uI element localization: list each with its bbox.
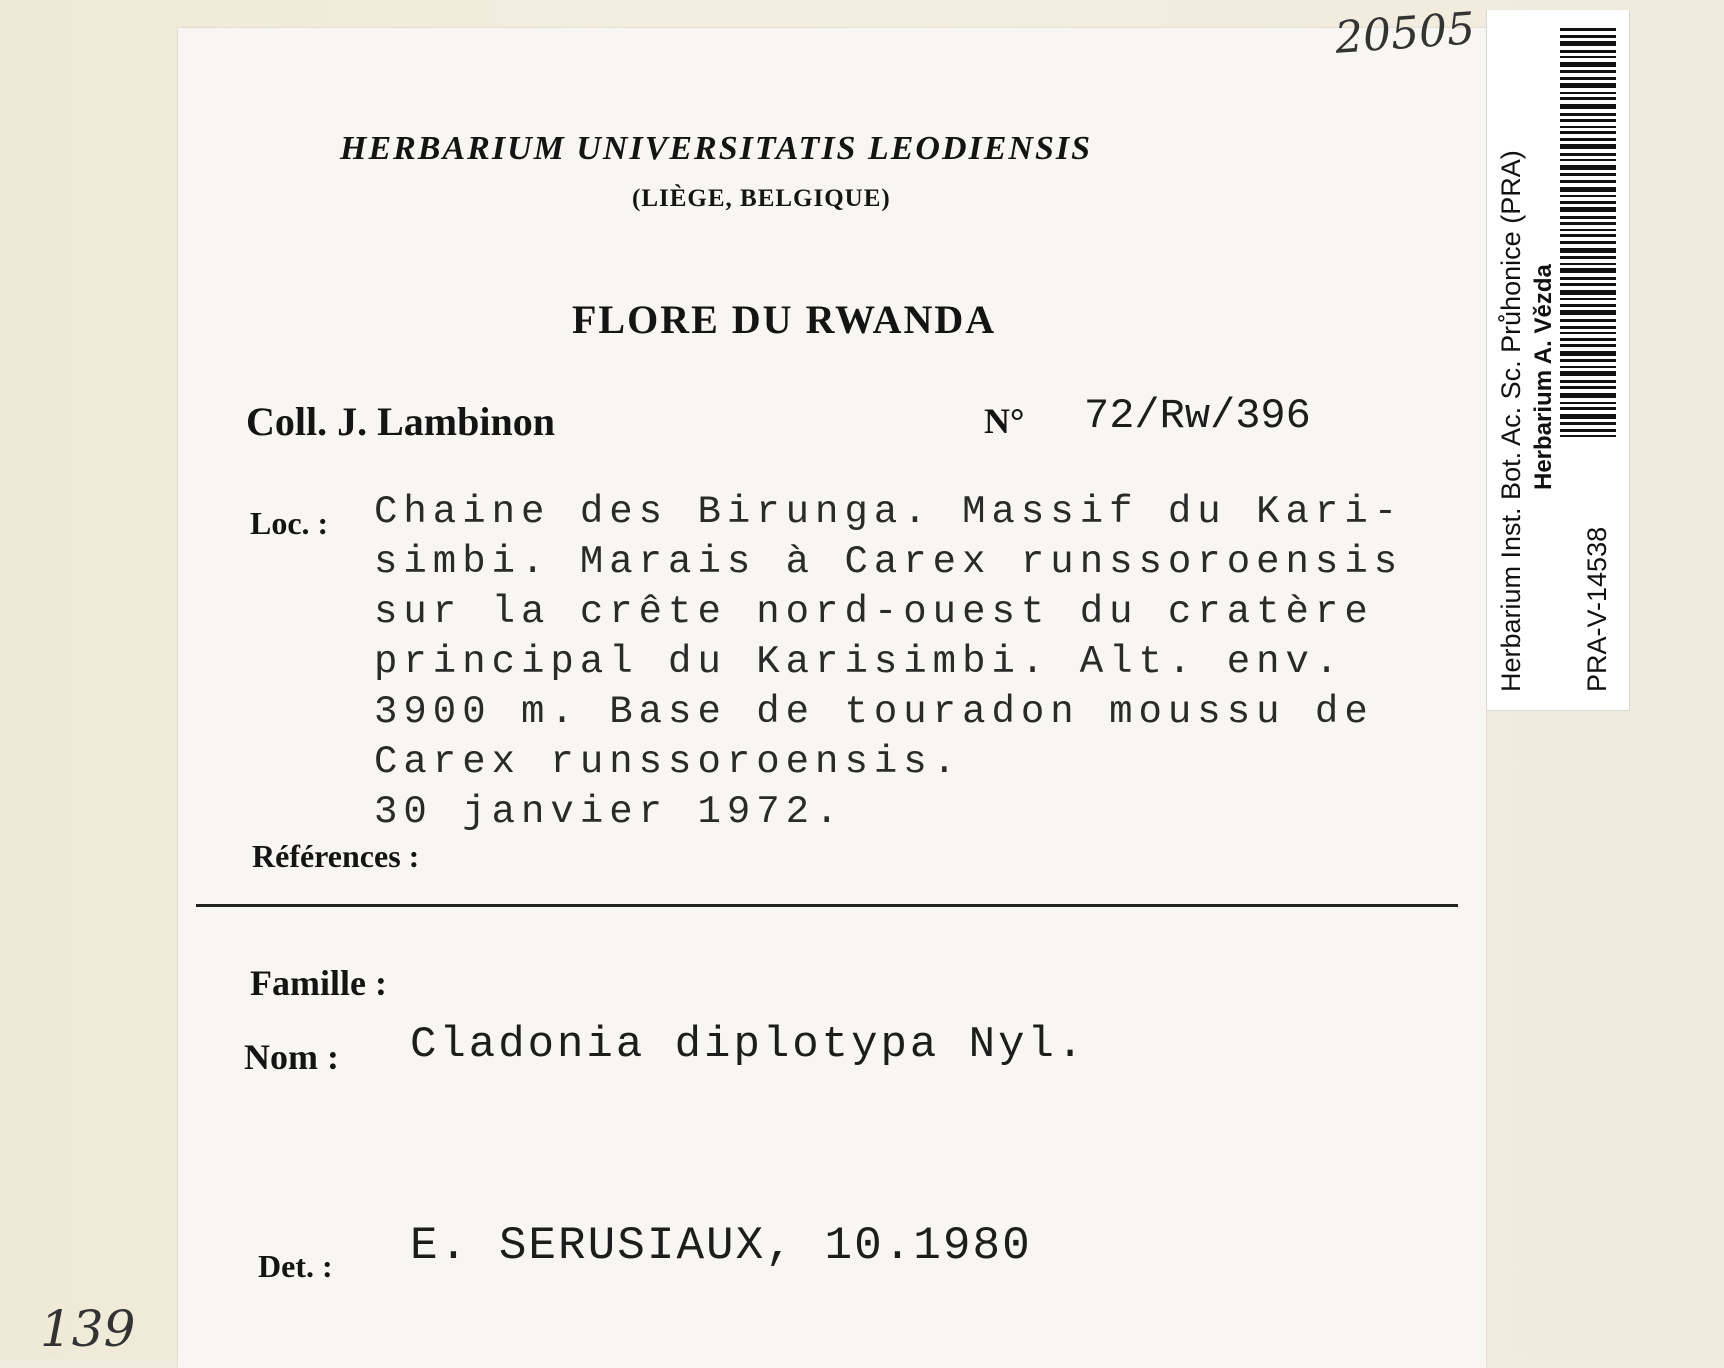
references-label: Références :	[252, 838, 420, 874]
barcode-id: PRA-V-14538	[1582, 526, 1612, 692]
determiner-value: E. SERUSIAUX, 10.1980	[410, 1220, 1032, 1272]
locality-label: Loc. :	[250, 505, 329, 541]
locality-line: Carex runssoroensis.	[374, 740, 963, 784]
collection-name: Herbarium A. Vězda	[1530, 264, 1557, 490]
det-label: Det. :	[258, 1248, 333, 1284]
locality-line: principal du Karisimbi. Alt. env.	[374, 640, 1345, 684]
barcode	[1560, 28, 1616, 438]
flora-title: FLORE DU RWANDA	[572, 297, 997, 342]
locality-line: Chaine des Birunga. Massif du Kari-	[374, 490, 1404, 534]
collector-field: Coll. J. Lambinon	[246, 399, 555, 444]
number-label: N°	[984, 401, 1025, 441]
divider-rule	[196, 904, 1458, 907]
handwritten-bottom-number: 139	[40, 1300, 136, 1358]
institution-title: HERBARIUM UNIVERSITATIS LEODIENSIS	[340, 130, 1093, 167]
species-name: Cladonia diplotypa Nyl.	[410, 1020, 1087, 1070]
institute-name: Herbarium Inst. Bot. Ac. Sc. Průhonice (PRA)	[1496, 150, 1526, 692]
locality-line: sur la crête nord-ouest du cratère	[374, 590, 1374, 634]
nom-label: Nom :	[244, 1037, 339, 1077]
famille-label: Famille :	[250, 963, 387, 1003]
number-value: 72/Rw/396	[1084, 392, 1311, 440]
institution-location: (LIÈGE, BELGIQUE)	[632, 185, 891, 212]
locality-line: simbi. Marais à Carex runssoroensis	[374, 540, 1404, 584]
handwritten-top-number: 20505	[1333, 3, 1477, 64]
locality-line: 3900 m. Base de touradon moussu de	[374, 690, 1374, 734]
locality-line: 30 janvier 1972.	[374, 790, 845, 834]
